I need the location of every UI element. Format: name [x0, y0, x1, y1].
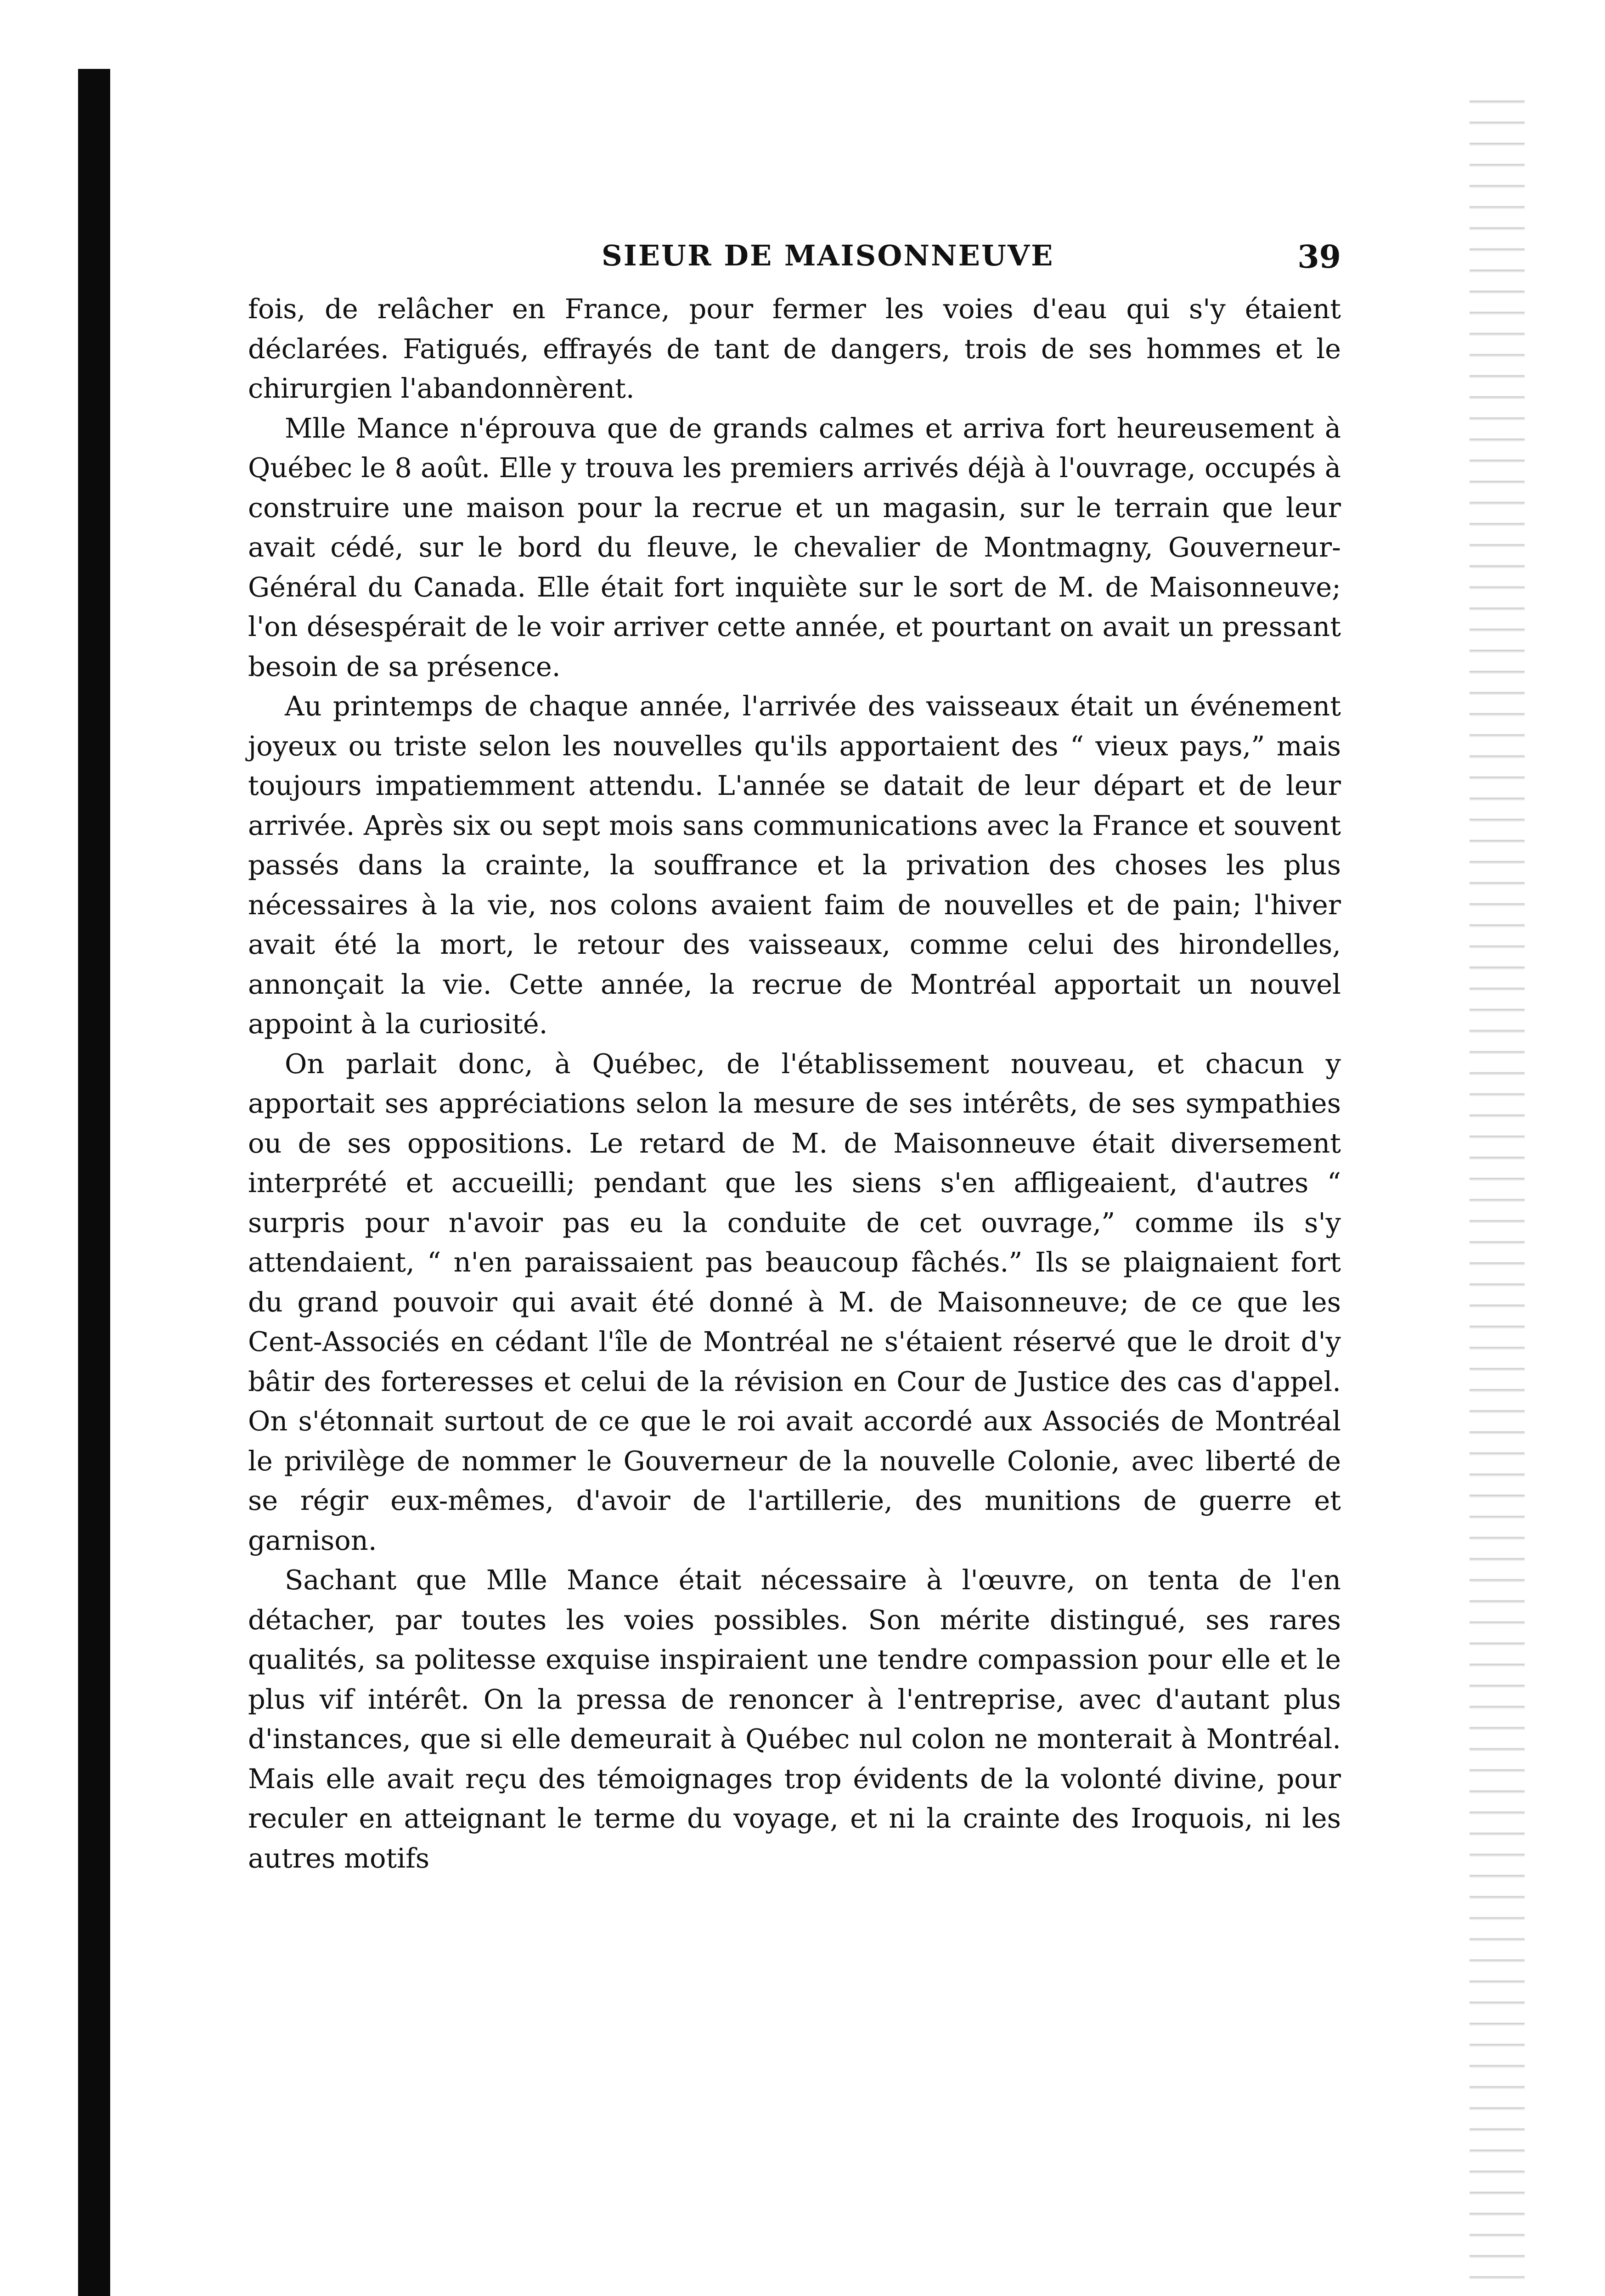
- paragraph: Sachant que Mlle Mance était nécessaire à l'œuvre, on tenta de l'en détacher, par toutes les voies possibles. Son mérite distingué, ses rares qualités, sa politesse exquise inspiraient une tendre compassion pour elle et le plus vif intérêt. On la pressa de renoncer à l'entreprise, avec d'autant plus d'instances, que si elle demeurait à Québec nul colon ne monterait à Montréal. Mais elle avait reçu des témoignages trop évidents de la volonté divine, pour reculer en atteignant le terme du voyage, et ni la crainte des Iroquois, ni les autres motifs: [248, 1564, 1341, 1874]
- paragraph-continued: fois, de relâcher en France, pour fermer les voies d'eau qui s'y étaient déclarées. Fatigués, effrayés de tant de dangers, trois de ses hommes et le chirurgien l'abandonnèrent.: [248, 293, 1341, 404]
- running-title: SIEUR DE MAISONNEUVE: [602, 239, 1054, 272]
- page-number: 39: [1297, 239, 1341, 276]
- running-header: [248, 239, 1341, 289]
- paragraph: Au printemps de chaque année, l'arrivée des vaisseaux était un événement joyeux ou triste selon les nouvelles qu'ils apportaient des “ vieux pays,” mais toujours impatiemment attendu. L'année se datait de leur départ et de leur arrivée. Après six ou sept mois sans communications avec la France et souvent passés dans la crainte, la souffrance et la privation des choses les plus nécessaires à la vie, nos colons avaient faim de nouvelles et de pain; l'hiver avait été la mort, le retour des vaisseaux, comme celui des hirondelles, annonçait la vie. Cette année, la recrue de Montréal apportait un nouvel appoint à la curiosité.: [248, 690, 1341, 1040]
- paragraph: Mlle Mance n'éprouva que de grands calmes et arriva fort heureusement à Québec le 8 août. Elle y trouva les premiers arrivés déjà à l'ouvrage, occupés à construire une maison pour la recrue et un magasin, sur le terrain que leur avait cédé, sur le bord du fleuve, le chevalier de Montmagny, Gouverneur-Général du Canada. Elle était fort inquiète sur le sort de M. de Maisonneuve; l'on désespérait de le voir arriver cette année, et pourtant on avait un pressant besoin de sa présence.: [248, 412, 1341, 682]
- scan-edge-noise: [1470, 83, 1525, 2296]
- book-page: [248, 239, 1341, 1878]
- paragraph: On parlait donc, à Québec, de l'établissement nouveau, et chacun y apportait ses appréciations selon la mesure de ses intérêts, de ses sympathies ou de ses oppositions. Le retard de M. de Maisonneuve était diversement interprété et accueilli; pendant que les siens s'en affligeaient, d'autres “ surpris pour n'avoir pas eu la conduite de cet ouvrage,” comme ils s'y attendaient, “ n'en paraissaient pas beaucoup fâchés.” Ils se plaignaient fort du grand pouvoir qui avait été donné à M. de Maisonneuve; de ce que les Cent-Associés en cédant l'île de Montréal ne s'étaient réservé que le droit d'y bâtir des forteresses et celui de la révision en Cour de Justice des cas d'appel. On s'étonnait surtout de ce que le roi avait accordé aux Associés de Montréal le privilège de nommer le Gouverneur de la nouvelle Colonie, avec liberté de se régir eux-mêmes, d'avoir de l'artillerie, des munitions de guerre et garnison.: [248, 1047, 1341, 1556]
- binding-shadow: [78, 69, 110, 2296]
